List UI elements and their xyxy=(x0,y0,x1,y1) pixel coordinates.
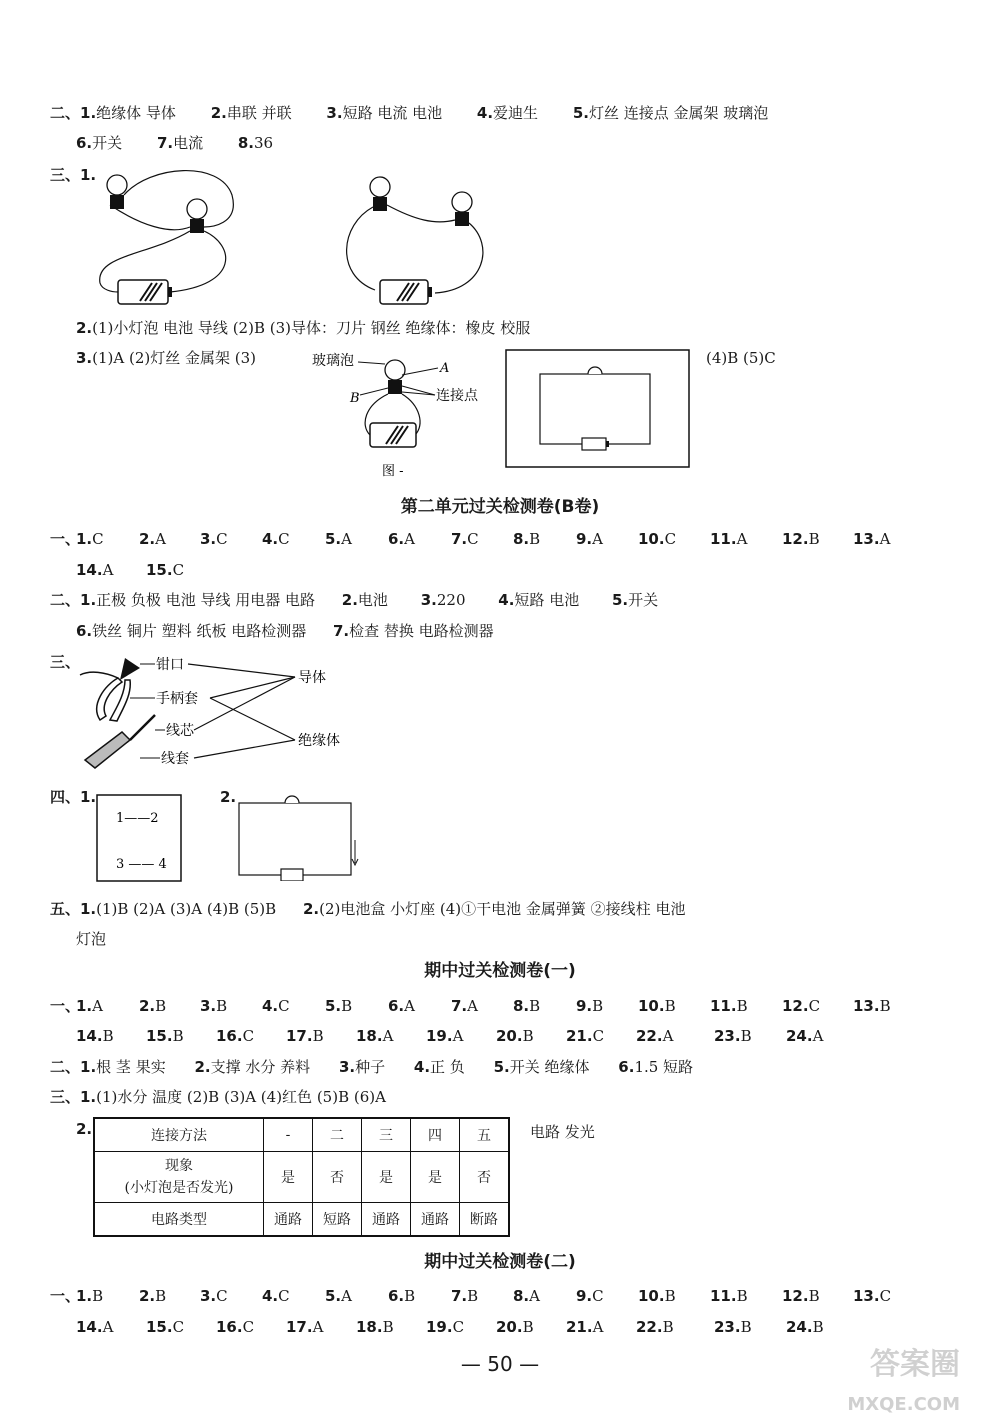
terminal-box xyxy=(96,794,182,882)
bulb-structure-figure xyxy=(310,350,490,490)
label-glass: 玻璃泡 xyxy=(312,353,354,369)
watermark-url: MXQE.COM xyxy=(847,1394,960,1415)
rect-circuit-b4 xyxy=(236,795,362,881)
s3-marker: 三、1. xyxy=(50,166,97,184)
bulb-icon xyxy=(285,796,299,803)
s3-2-row: 2.(1)小灯泡 电池 导线 (2)B (3)导体：刀片 钢丝 绝缘体：橡皮 校服 xyxy=(76,319,531,337)
label-core: 线芯 xyxy=(166,723,194,739)
battery-icon xyxy=(281,869,303,881)
figure-caption: 图 - xyxy=(382,464,404,479)
label-handle: 手柄套 xyxy=(156,691,198,707)
label-b: B xyxy=(350,391,360,406)
battery-icon xyxy=(118,280,172,304)
wire xyxy=(170,231,226,292)
b5-row2: 灯泡 xyxy=(76,930,107,948)
bulb-icon xyxy=(107,175,127,209)
series-circuit-diagram xyxy=(90,165,250,315)
s1-marker: 二、 xyxy=(50,104,81,122)
b5-row1: 五、1.(1)B (2)A (3)A (4)B (5)B 2.(2)电池盒 小灯座 (4)①干电池 金属弹簧 ②接线柱 电池 xyxy=(50,900,686,918)
b4-marker: 四、1. xyxy=(50,788,97,806)
battery-icon xyxy=(380,280,432,304)
battery-icon xyxy=(370,423,416,447)
title-midterm-2: 期中过关检测卷(二) xyxy=(424,1252,576,1272)
s3-3-row: 3.(1)A (2)灯丝 金属架 (3) xyxy=(76,349,257,367)
wire xyxy=(347,207,375,290)
title-unit2-b: 第二单元过关检测卷(B卷) xyxy=(400,497,600,517)
b4-num2: 2. xyxy=(220,788,237,806)
s1-row2: 6.开关 7.电流 8.36 xyxy=(76,134,274,152)
label-sleeve: 线套 xyxy=(161,751,189,767)
bulb-icon xyxy=(385,360,405,394)
table-after: 电路 发光 xyxy=(530,1123,595,1141)
label-point: 连接点 xyxy=(436,388,478,404)
s3-3-after: (4)B (5)C xyxy=(706,349,776,367)
page-number: — 50 — xyxy=(460,1352,540,1376)
label-a: A xyxy=(440,361,450,376)
table-num: 2. xyxy=(76,1120,93,1138)
b3-marker: 三、 xyxy=(50,653,81,671)
box-row-34: 3 —— 4 xyxy=(116,857,167,872)
label-conductor: 导体 xyxy=(298,670,326,686)
pliers-icon xyxy=(80,658,140,721)
title-midterm-1: 期中过关检测卷(一) xyxy=(424,961,576,981)
s1-row1: 二、1.绝缘体 导体 2.串联 并联 3.短路 电流 电池 4.爱迪生 5.灯丝 连接点 金属架 玻璃泡 xyxy=(50,104,769,122)
b2-row1: 二、1.正极 负极 电池 导线 用电器 电路 2.电池 3.220 4.短路 电池 5.开关 xyxy=(50,591,659,609)
watermark-logo: 答案圈 xyxy=(870,1347,960,1382)
bulb-icon xyxy=(370,177,390,211)
results-table xyxy=(93,1117,510,1237)
wire xyxy=(124,171,233,227)
m2-row: 二、1.根 茎 果实 2.支撑 水分 养料 3.种子 4.正 负 5.开关 绝缘体 6.1.5 短路 xyxy=(50,1058,694,1076)
bulb-icon xyxy=(452,192,472,226)
wire xyxy=(435,223,483,293)
wire xyxy=(387,205,455,222)
screwdriver-icon xyxy=(85,715,155,768)
table-row: 电路类型 通路 短路 通路 通路 断路 xyxy=(94,1203,509,1237)
tools-matching-diagram xyxy=(70,650,370,775)
label-insulator: 绝缘体 xyxy=(298,733,340,749)
box-row-12: 1——2 xyxy=(116,811,159,826)
table-row: 现象 (小灯泡是否发光) 是 否 是 是 否 xyxy=(94,1152,509,1203)
bulb-icon xyxy=(187,199,207,233)
m3-row: 三、1.(1)水分 温度 (2)B (3)A (4)红色 (5)B (6)A xyxy=(50,1088,386,1106)
rect-circuit-frame xyxy=(505,349,691,469)
battery-icon xyxy=(582,438,609,450)
parallel-circuit-diagram xyxy=(335,165,495,315)
label-mouth: 钳口 xyxy=(156,657,184,673)
b2-row2: 6.铁丝 铜片 塑料 纸板 电路检测器 7.检查 替换 电路检测器 xyxy=(76,622,494,640)
table-row: 连接方法 - 二 三 四 五 xyxy=(94,1118,509,1152)
bulb-icon xyxy=(588,367,602,374)
